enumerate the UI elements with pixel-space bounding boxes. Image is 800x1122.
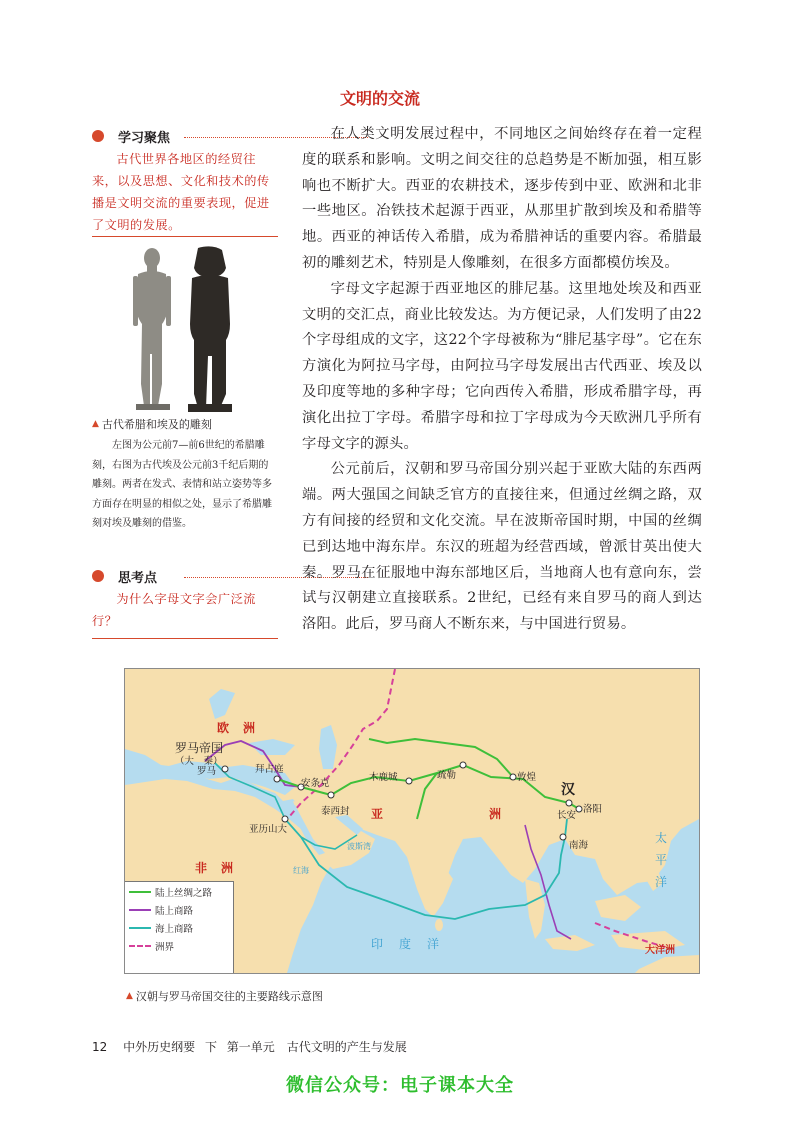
city-alexandria: 亚历山大	[249, 824, 288, 835]
page-footer	[92, 1038, 407, 1055]
map-legend	[125, 881, 234, 974]
statue-figure	[122, 244, 240, 414]
body-paragraph: 公元前后，汉朝和罗马帝国分别兴起于亚欧大陆的东西两端。两大强国之间缺乏官方的直接往来，但通过丝绸之路，双方有间接的经贸和文化交流。早在波斯帝国时期，中国的丝绸已到达地中海东岸。东汉的班超为经营西域，曾派甘英出使大秦。罗马在征服地中海东部地区后，当地商人也有意向东，尝试与汉朝建立直接联系。2世纪，已经有来自罗马的商人到达洛阳。此后，罗马商人不断东来，与中国进行贸易。	[302, 461, 702, 633]
label-asia-b: 洲	[489, 807, 516, 821]
label-asia-a: 亚	[371, 807, 398, 821]
city-changan: 长安	[557, 810, 577, 821]
legend-label: 洲界	[155, 942, 175, 953]
legend-item	[125, 884, 233, 900]
label-roman-empire: 罗马帝国	[175, 741, 224, 755]
legend-item	[125, 938, 233, 954]
focus-heading-label: 学习聚焦	[118, 127, 176, 146]
label-persian-gulf: 波斯湾	[347, 842, 371, 851]
wechat-watermark: 微信公众号：电子课本大全	[286, 1075, 514, 1096]
label-han: 汉	[561, 782, 575, 798]
think-rule	[92, 638, 278, 639]
label-daqin: （大 秦）	[175, 756, 223, 767]
label-indian-ocean: 印度洋	[371, 937, 456, 951]
body-text	[302, 122, 702, 638]
label-oceania: 大洋洲	[645, 945, 675, 956]
city-antioch: 安条克	[301, 778, 330, 789]
city-ctesiphon: 泰西封	[321, 806, 350, 817]
legend-label: 陆上商路	[155, 906, 194, 917]
legend-item	[125, 902, 233, 918]
city-luoyang: 洛阳	[583, 804, 603, 815]
map-caption-text: 汉朝与罗马帝国交往的主要路线示意图	[135, 990, 323, 1003]
caption-triangle-icon: ▲	[126, 991, 133, 1001]
city-byzantium: 拜占庭	[255, 764, 284, 775]
focus-text: 古代世界各地区的经贸往来，以及思想、文化和技术的传播是文明交流的重要表现，促进了文明的发展。	[92, 152, 270, 232]
body-paragraph: 字母文字起源于西亚地区的腓尼基。这里地处埃及和西亚文明的交汇点，商业比较发达。为方便记录，人们发明了由22个字母组成的文字，这22个字母被称为“腓尼基字母”。它在东方演化为阿拉马字母，由阿拉马字母发展出古代西亚、埃及以及印度等地的多种字母；它向西传入希腊，形成希腊字母，再演化出拉丁字母。希腊字母和拉丁字母成为今天欧洲几乎所有字母文字的源头。	[302, 280, 702, 452]
bullet-dot-icon	[92, 570, 104, 582]
body-paragraph: 在人类文明发展过程中，不同地区之间始终存在着一定程度的联系和影响。文明之间交往的总趋势是不断加强，相互影响也不断扩大。西亚的农耕技术，逐步传到中亚、欧洲和北非一些地区。冶铁技术起源于西亚，从那里扩散到埃及和希腊等地。西亚的神话传入希腊，成为希腊神话的重要内容。希腊最初的雕刻艺术，特别是人像雕刻，在很多方面都模仿埃及。	[302, 126, 702, 271]
book-title: 中外历史纲要	[123, 1040, 196, 1054]
label-europe: 欧洲	[217, 721, 270, 735]
label-pacific-ocean: 太平洋	[655, 831, 668, 889]
figure-description: 左图为公元前7—前6世纪的希腊雕刻，右图为古代埃及公元前3千纪后期的雕刻。两者在发式、表情和站立姿势等多方面存在明显的相似之处，显示了希腊雕刻对埃及雕刻的借鉴。	[92, 440, 272, 529]
label-africa: 非洲	[195, 861, 248, 875]
think-heading-label: 思考点	[118, 567, 163, 586]
legend-label: 陆上丝绸之路	[155, 888, 213, 899]
city-kashgar: 疏勒	[437, 770, 457, 781]
focus-rule	[92, 236, 278, 237]
page-number: 12	[92, 1040, 108, 1054]
figure-caption	[92, 416, 282, 432]
volume: 下	[204, 1040, 217, 1054]
city-rome: 罗马	[197, 766, 217, 777]
figure-caption-text: 古代希腊和埃及的雕刻	[101, 418, 212, 431]
map-caption	[126, 988, 323, 1004]
caption-triangle-icon: ▲	[92, 419, 99, 429]
city-nanhai: 南海	[569, 840, 589, 851]
think-text: 为什么字母文字会广泛流行？	[92, 592, 256, 628]
route-map	[124, 668, 700, 974]
think-heading	[92, 566, 163, 586]
label-red-sea: 红海	[293, 866, 309, 875]
focus-heading	[92, 126, 176, 146]
section-title: 文明的交流	[339, 89, 420, 108]
legend-label: 海上商路	[155, 924, 194, 935]
legend-item	[125, 920, 233, 936]
city-merv: 木鹿城	[369, 772, 398, 783]
city-dunhuang: 敦煌	[517, 772, 537, 783]
bullet-dot-icon	[92, 130, 104, 142]
unit-title: 第一单元 古代文明的产生与发展	[226, 1040, 407, 1054]
